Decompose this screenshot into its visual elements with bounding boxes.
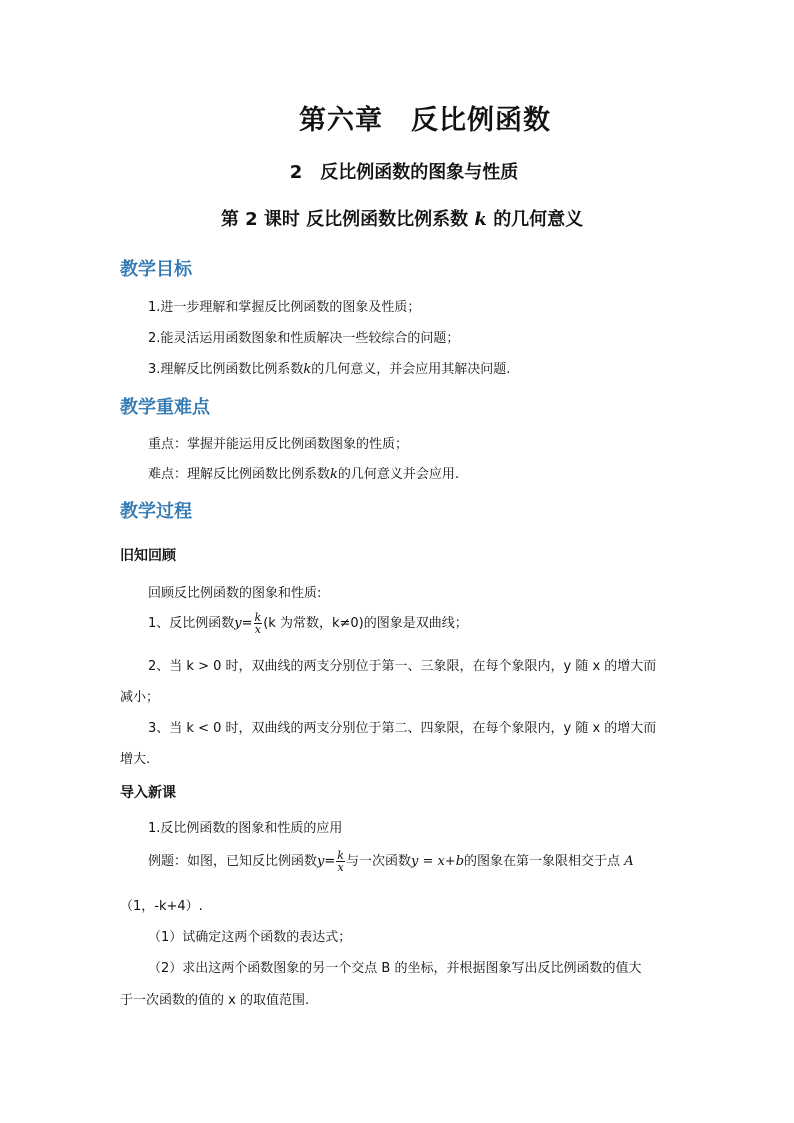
example-point-coordinates: （1，-k+4）. — [120, 899, 203, 914]
objective-item-3-k: k — [303, 362, 312, 377]
review-point-1 — [148, 612, 468, 635]
lesson-title-k: k — [474, 209, 487, 230]
chapter-title: 第六章 反比例函数 — [299, 105, 551, 136]
example-linear-function: y = x+b — [410, 854, 465, 869]
review-point-1-prefix: 1、反比例函数 — [148, 616, 235, 631]
difficulty-suffix: 的几何意义并会应用. — [337, 467, 460, 482]
example-fraction-k-over-x — [336, 850, 345, 873]
review-point-1-y: y — [234, 616, 242, 631]
example-fraction-numerator: k — [337, 849, 344, 862]
fraction-denominator: x — [254, 623, 261, 636]
section-title: 2 反比例函数的图象与性质 — [289, 162, 519, 183]
focus-point: 重点：掌握并能运用反比例函数图象的性质； — [148, 437, 409, 452]
fraction-k-over-x — [254, 612, 263, 635]
review-point-3-line1: 3、当 k < 0 时，双曲线的两支分别位于第二、四象限，在每个象限内，y 随 x 的增大而 — [148, 721, 657, 736]
lesson-title-suffix: 的几何意义 — [493, 209, 584, 230]
objective-item-2: 2.能灵活运用函数图象和性质解决一些较综合的问题； — [148, 331, 460, 346]
difficulty-prefix: 难点：理解反比例函数比例系数 — [148, 467, 331, 482]
lesson-title-prefix: 第 2 课时 反比例函数比例系数 — [220, 209, 469, 230]
objective-item-3-prefix: 3.理解反比例函数比例系数 — [148, 362, 304, 377]
fraction-numerator: k — [254, 611, 262, 624]
question-1: （1）试确定这两个函数的表达式； — [148, 930, 352, 945]
lesson-title — [0, 205, 794, 231]
example-y: y — [317, 854, 325, 869]
difficulty-k: k — [330, 467, 338, 482]
objective-item-3-suffix: 的几何意义，并会应用其解决问题. — [311, 362, 511, 377]
example-eq: = — [324, 854, 336, 869]
objectives-heading: 教学目标 — [120, 259, 192, 280]
review-subheading: 旧知回顾 — [120, 548, 176, 564]
example-mid: 与一次函数 — [345, 854, 411, 869]
example-fraction-denominator: x — [337, 861, 344, 874]
review-point-3-line2: 增大. — [120, 752, 151, 767]
key-points-heading: 教学重难点 — [120, 397, 210, 418]
review-point-1-suffix: (k 为常数，k≠0)的图象是双曲线； — [263, 616, 468, 631]
example-point-a: A — [624, 854, 634, 869]
example-suffix: 的图象在第一象限相交于点 — [464, 854, 621, 869]
objective-item-3 — [148, 358, 510, 377]
review-intro: 回顾反比例函数的图象和性质: — [148, 586, 322, 601]
review-point-1-eq: = — [241, 616, 253, 631]
example-prefix: 例题：如图，已知反比例函数 — [148, 854, 318, 869]
review-point-2-line2: 减小； — [120, 690, 160, 705]
example-problem — [148, 850, 634, 873]
review-point-2-line1: 2、当 k > 0 时，双曲线的两支分别位于第一、三象限，在每个象限内，y 随 x 的增大而 — [148, 659, 657, 674]
new-lesson-subheading: 导入新课 — [120, 785, 176, 801]
objective-item-1: 1.进一步理解和掌握反比例函数的图象及性质； — [148, 300, 421, 315]
application-item-1: 1.反比例函数的图象和性质的应用 — [148, 821, 343, 836]
question-2-line1: （2）求出这两个函数图象的另一个交点 B 的坐标，并根据图象写出反比例函数的值大 — [148, 961, 642, 976]
process-heading: 教学过程 — [120, 501, 192, 522]
question-2-line2: 于一次函数的值的 x 的取值范围. — [120, 993, 310, 1008]
difficulty-point — [148, 463, 459, 482]
